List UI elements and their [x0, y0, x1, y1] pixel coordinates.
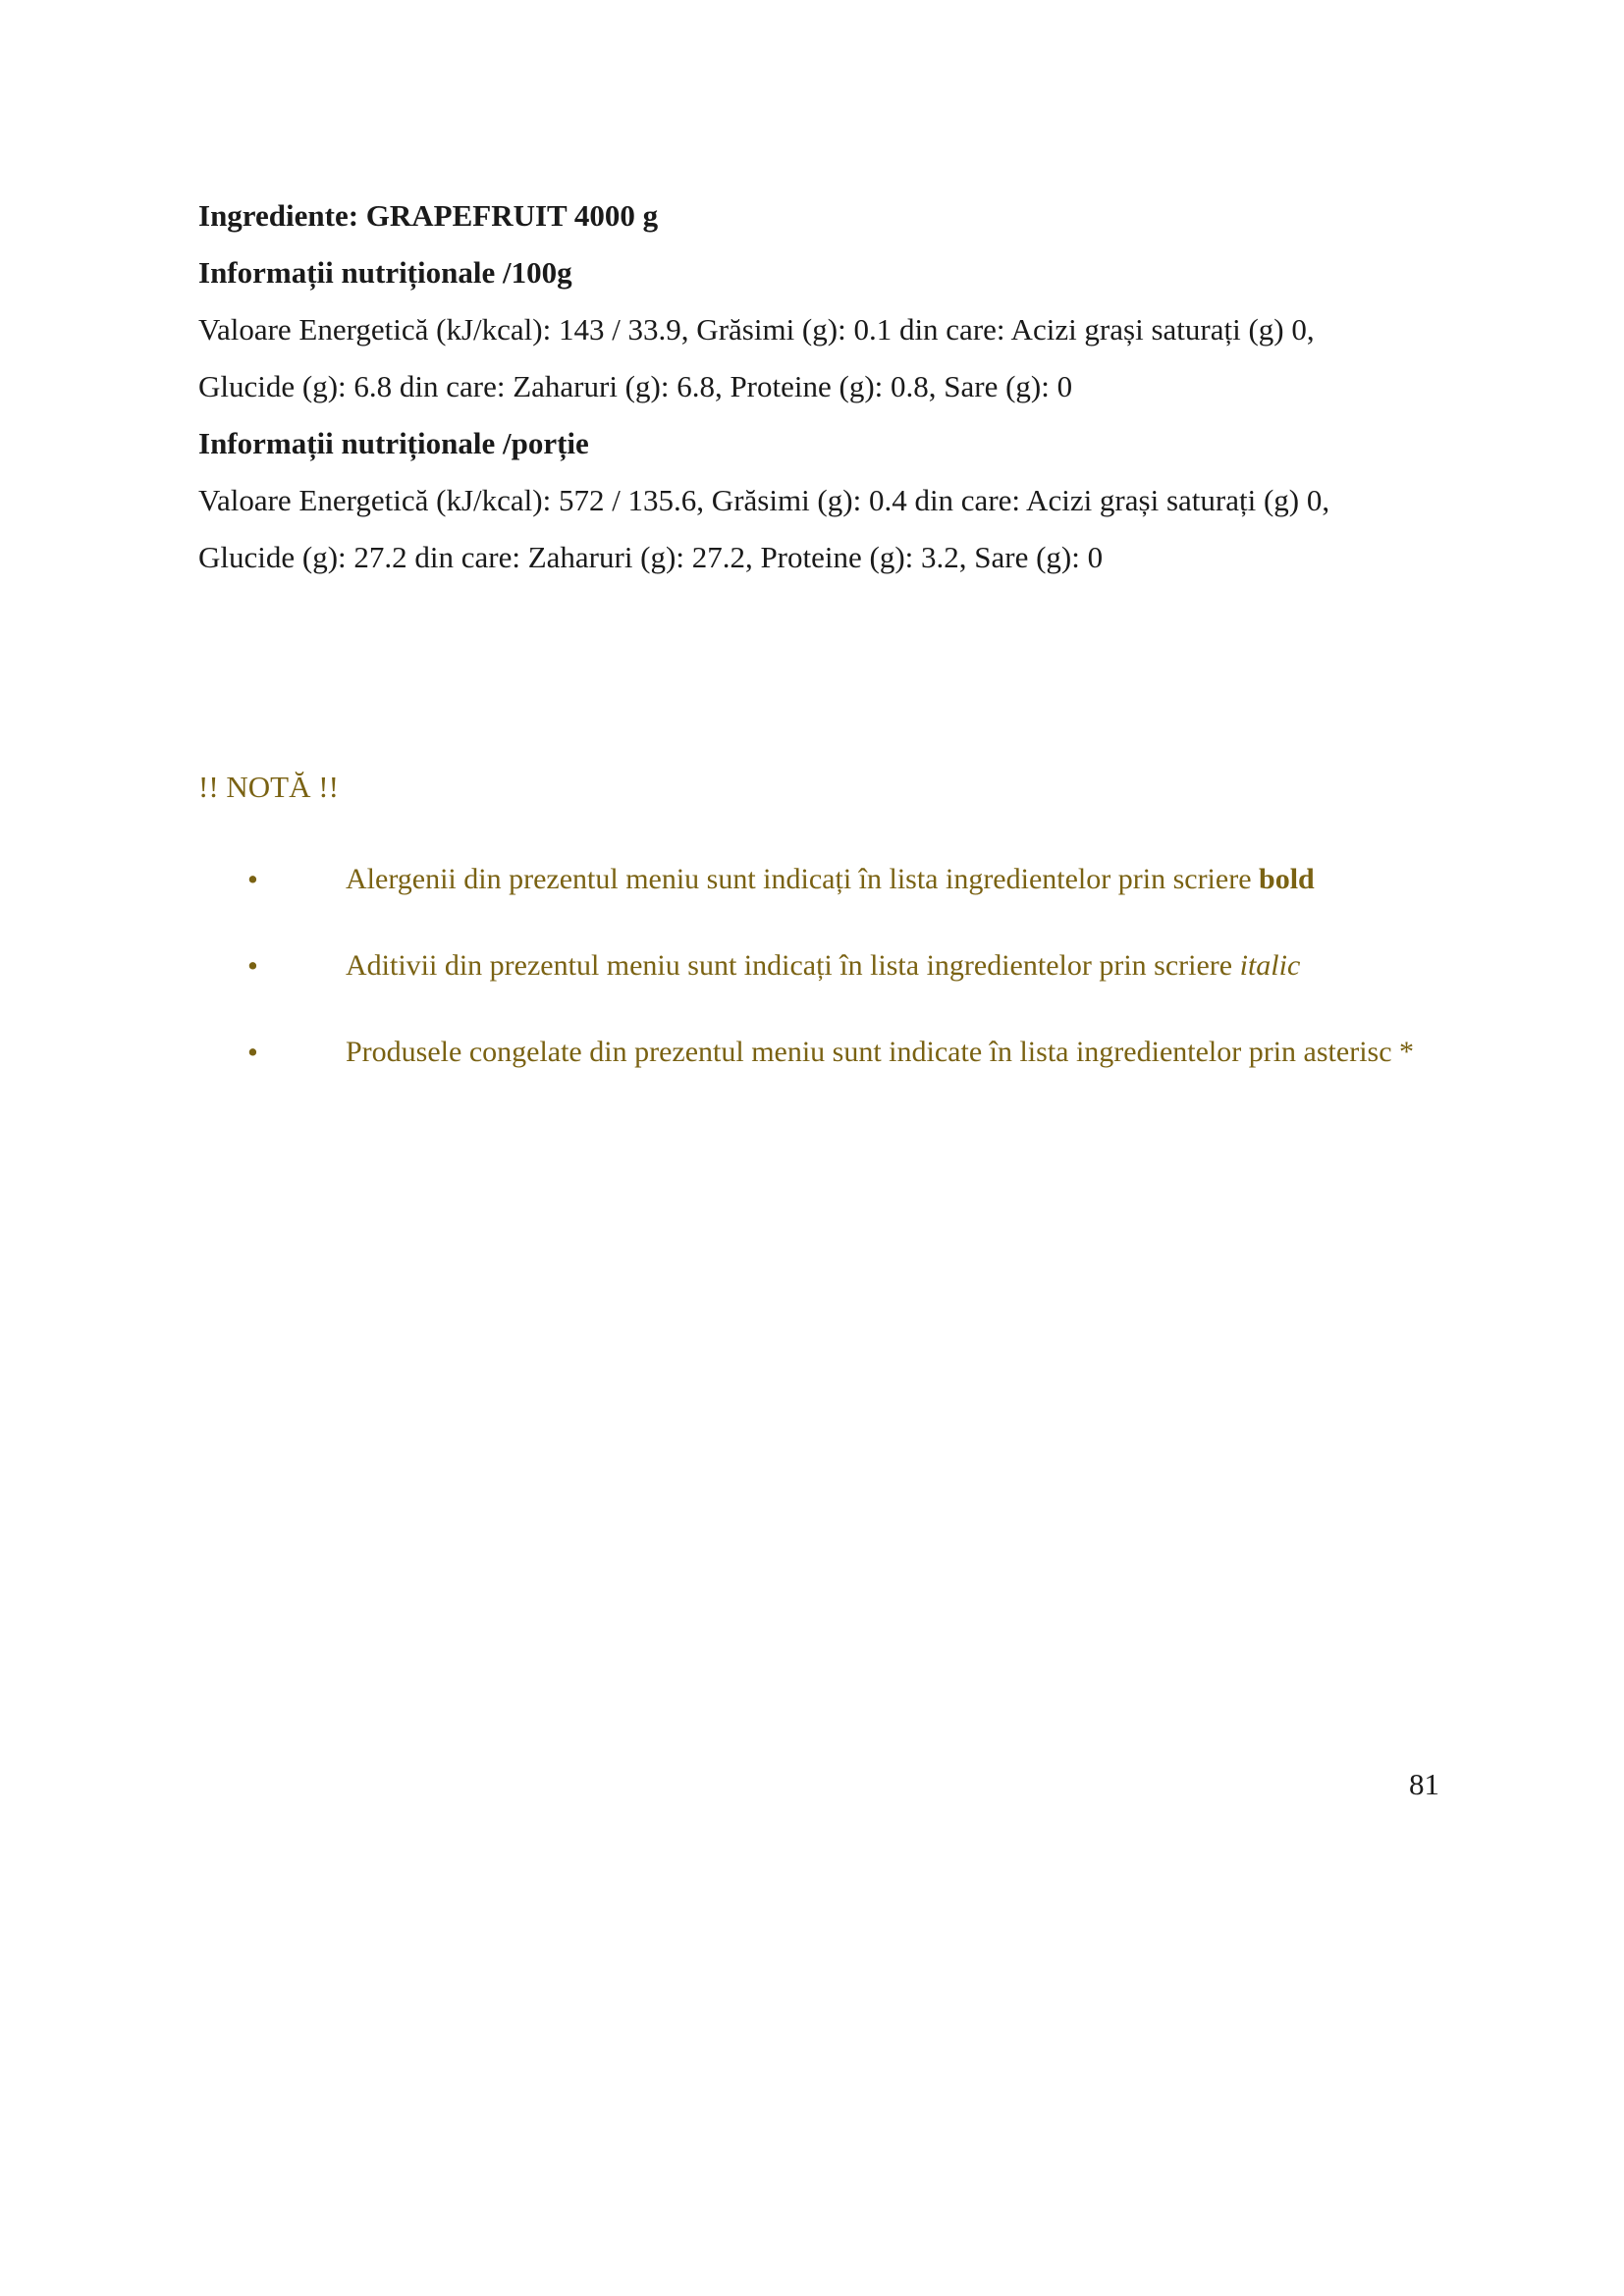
- bullet-icon: •: [247, 1035, 258, 1069]
- nutrition-100g-line-2: Glucide (g): 6.8 din care: Zaharuri (g): 6.8, Proteine (g): 0.8, Sare (g): 0: [198, 369, 1073, 403]
- note-item-allergens: [0, 860, 1624, 899]
- nutrition-portion-heading: Informații nutriționale /porție: [198, 426, 589, 460]
- page-number: 81: [1409, 1767, 1439, 1801]
- nutrition-portion-line-1: Valoare Energetică (kJ/kcal): 572 / 135.6, Grăsimi (g): 0.4 din care: Acizi grași saturați (g) 0,: [198, 483, 1330, 517]
- nutrition-100g-line-1: Valoare Energetică (kJ/kcal): 143 / 33.9, Grăsimi (g): 0.1 din care: Acizi grași saturați (g) 0,: [198, 312, 1315, 347]
- note-item-text: Aditivii din prezentul meniu sunt indicați în lista ingredientelor prin scriere italic: [346, 949, 1301, 982]
- note-emphasis-bold: bold: [1259, 863, 1315, 895]
- note-item-additives: [0, 946, 1624, 986]
- note-item-text: Alergenii din prezentul meniu sunt indicați în lista ingredientelor prin scriere bold: [346, 863, 1315, 895]
- nutrition-100g-heading: Informații nutriționale /100g: [198, 255, 572, 290]
- note-emphasis-italic: italic: [1239, 949, 1301, 982]
- bullet-icon: •: [247, 948, 258, 983]
- note-item-text: Produsele congelate din prezentul meniu sunt indicate în lista ingredientelor prin asterisc *: [346, 1036, 1415, 1068]
- ingredients-line: Ingrediente: GRAPEFRUIT 4000 g: [198, 198, 659, 233]
- note-title: !! NOTĂ !!: [198, 770, 339, 804]
- note-item-frozen: [0, 1033, 1624, 1072]
- nutrition-portion-line-2: Glucide (g): 27.2 din care: Zaharuri (g): 27.2, Proteine (g): 3.2, Sare (g): 0: [198, 540, 1104, 574]
- bullet-icon: •: [247, 862, 258, 896]
